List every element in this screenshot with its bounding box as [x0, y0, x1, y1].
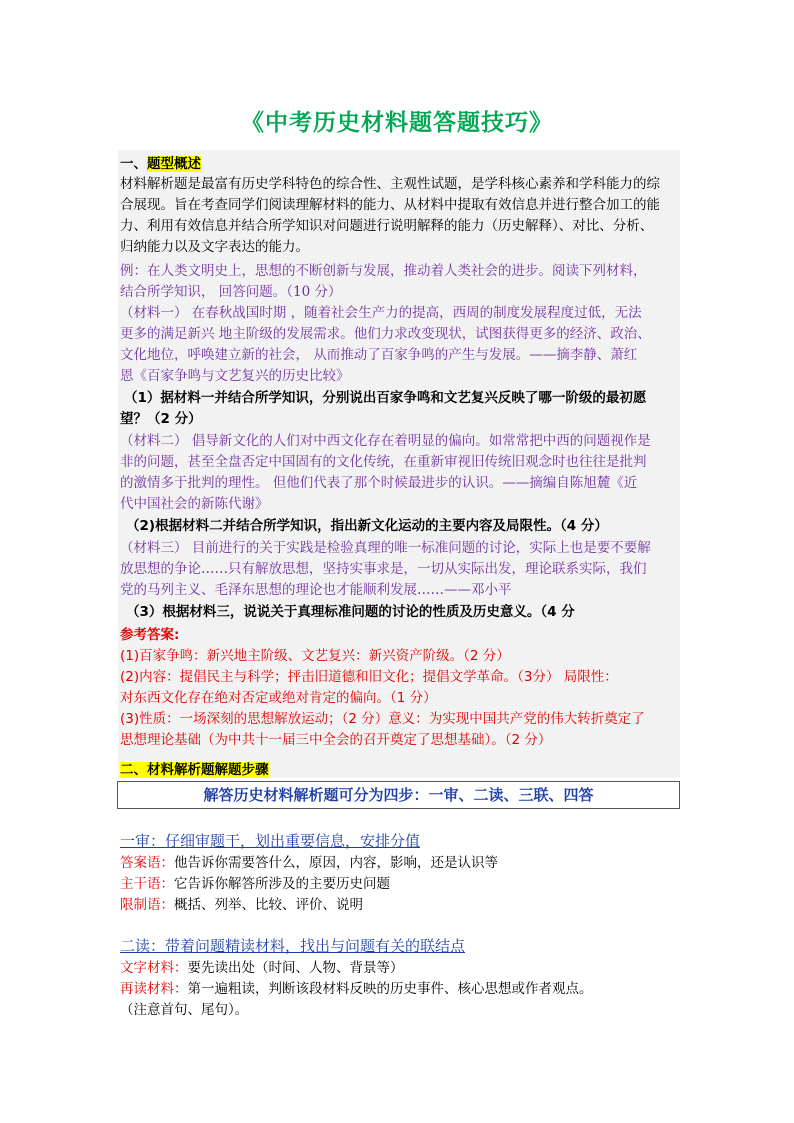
- material1-line: 恩《百家争鸣与文艺复兴的历史比较》: [120, 368, 350, 384]
- item-label: 再读材料：: [120, 981, 188, 997]
- step2-note: （注意首句、尾句）。: [120, 1002, 249, 1018]
- intro-line: 合展现。旨在考查同学们阅读理解材料的能力、从材料中提取有效信息并进行整合加工的能: [120, 197, 660, 213]
- answer-line: (2)内容：提倡民主与科学；抨击旧道德和旧文化；提倡文学革命。（3分） 局限性：: [120, 669, 618, 685]
- question-1: （1）据材料一并结合所学知识，分别说出百家争鸣和文艺复兴反映了哪一阶级的最初愿: [124, 390, 647, 406]
- item-text: 概括、列举、比较、评价、说明: [174, 897, 363, 913]
- material2-line: 代中国社会的新陈代谢》: [120, 496, 269, 512]
- answer-line: 思想理论基础（为中共十一届三中全会的召开奠定了思想基础）。（2 分）: [120, 732, 552, 748]
- material3-line: （材料三） 目前进行的关于实践是检验真理的唯一标准问题的讨论，实际上也是要不要解: [120, 540, 651, 556]
- example-line: 例：在人类文明史上，思想的不断创新与发展，推动着人类社会的进步。阅读下列材料，: [120, 263, 647, 279]
- material1-line: 更多的满足新兴 地主阶级的发展需求。他们力求改变现状，试图获得更多的经济、政治、: [120, 326, 651, 342]
- material2-line: 非的问题，甚至全盘否定中国固有的文化传统，在重新审视旧传统旧观念时也往往是批判: [120, 454, 647, 470]
- material2-line: （材料二） 倡导新文化的人们对中西文化存在着明显的偏向。如常常把中西的问题视作是: [120, 433, 651, 449]
- answer-heading: 参考答案:: [120, 627, 180, 643]
- item-label: 答案语：: [120, 855, 174, 871]
- item-label: 限制语：: [120, 897, 174, 913]
- item-text: 它告诉你解答所涉及的主要历史问题: [174, 876, 390, 892]
- step1-heading: 一审：仔细审题干，划出重要信息，安排分值: [120, 832, 421, 850]
- material1-line: （材料一） 在春秋战国时期 ，随着社会生产力的提高，西周的制度发展程度过低，无法: [120, 305, 642, 321]
- answer-line: 对东西文化存在绝对否定或绝对肯定的偏向。（1 分）: [120, 690, 437, 706]
- step1-item: [120, 895, 363, 915]
- section1-title: 题型概述: [147, 156, 201, 172]
- page-title: 《中考历史材料题答题技巧》: [241, 110, 553, 136]
- item-text: 要先读出处（时间、人物、背景等）: [187, 960, 404, 976]
- section2-title: 二、材料解析题解题步骤: [120, 762, 269, 778]
- material1-line: 文化地位，呼唤建立新的社会， 从而推动了百家争鸣的产生与发展。——摘李静、萧红: [120, 347, 638, 363]
- item-label: 主干语：: [120, 876, 174, 892]
- answer-line: (1)百家争鸣：新兴地主阶级、文艺复兴：新兴资产阶级。（2 分）: [120, 648, 510, 664]
- step1-item: [120, 853, 498, 873]
- item-label: 文字材料：: [120, 960, 188, 976]
- step1-item: [120, 874, 390, 894]
- answer-line: (3)性质：一场深刻的思想解放运动；（2 分）意义：为实现中国共产党的伟大转折奠定了: [120, 711, 645, 727]
- intro-line: 力、利用有效信息并结合所学知识对问题进行说明解释的能力（历史解释）、对比、分析、: [120, 218, 654, 234]
- intro-line: 归纳能力以及文字表达的能力。: [120, 239, 309, 255]
- section2-heading: [120, 760, 269, 780]
- steps-summary-box: 解答历史材料解析题可分为四步：一审、二读、三联、四答: [117, 781, 680, 809]
- question-2: （2)根据材料二并结合所学知识，指出新文化运动的主要内容及局限性。（4 分）: [126, 518, 608, 534]
- step2-item: [120, 979, 593, 999]
- example-line: 结合所学知识， 回答问题。（10 分）: [120, 284, 342, 300]
- question-1: 望？（2 分）: [120, 411, 202, 427]
- intro-line: 材料解析题是最富有历史学科特色的综合性、主观性试题，是学科核心素养和学科能力的综: [120, 176, 660, 192]
- item-text: 他告诉你需要答什么，原因，内容，影响，还是认识等: [174, 855, 498, 871]
- material2-line: 的激情多于批判的理性。 但他们代表了那个时候最进步的认识。——摘编自陈旭麓《近: [120, 475, 638, 491]
- material3-line: 党的马列主义、毛泽东思想的理论也才能顺利发展……——邓小平: [120, 582, 512, 598]
- step2-item: [120, 958, 404, 978]
- item-text: 第一遍粗读，判断该段材料反映的历史事件、核心思想或作者观点。: [187, 981, 593, 997]
- question-3: （3）根据材料三，说说关于真理标准问题的讨论的性质及历史意义。（4 分: [126, 604, 575, 620]
- section1-heading: [120, 154, 201, 174]
- step2-heading: 二读：带着问题精读材料，找出与问题有关的联结点: [120, 937, 466, 955]
- material3-line: 放思想的争论……只有解放思想，坚持实事求是，一切从实际出发，理论联系实际，我们: [120, 561, 647, 577]
- section1-number: 一、: [120, 156, 147, 172]
